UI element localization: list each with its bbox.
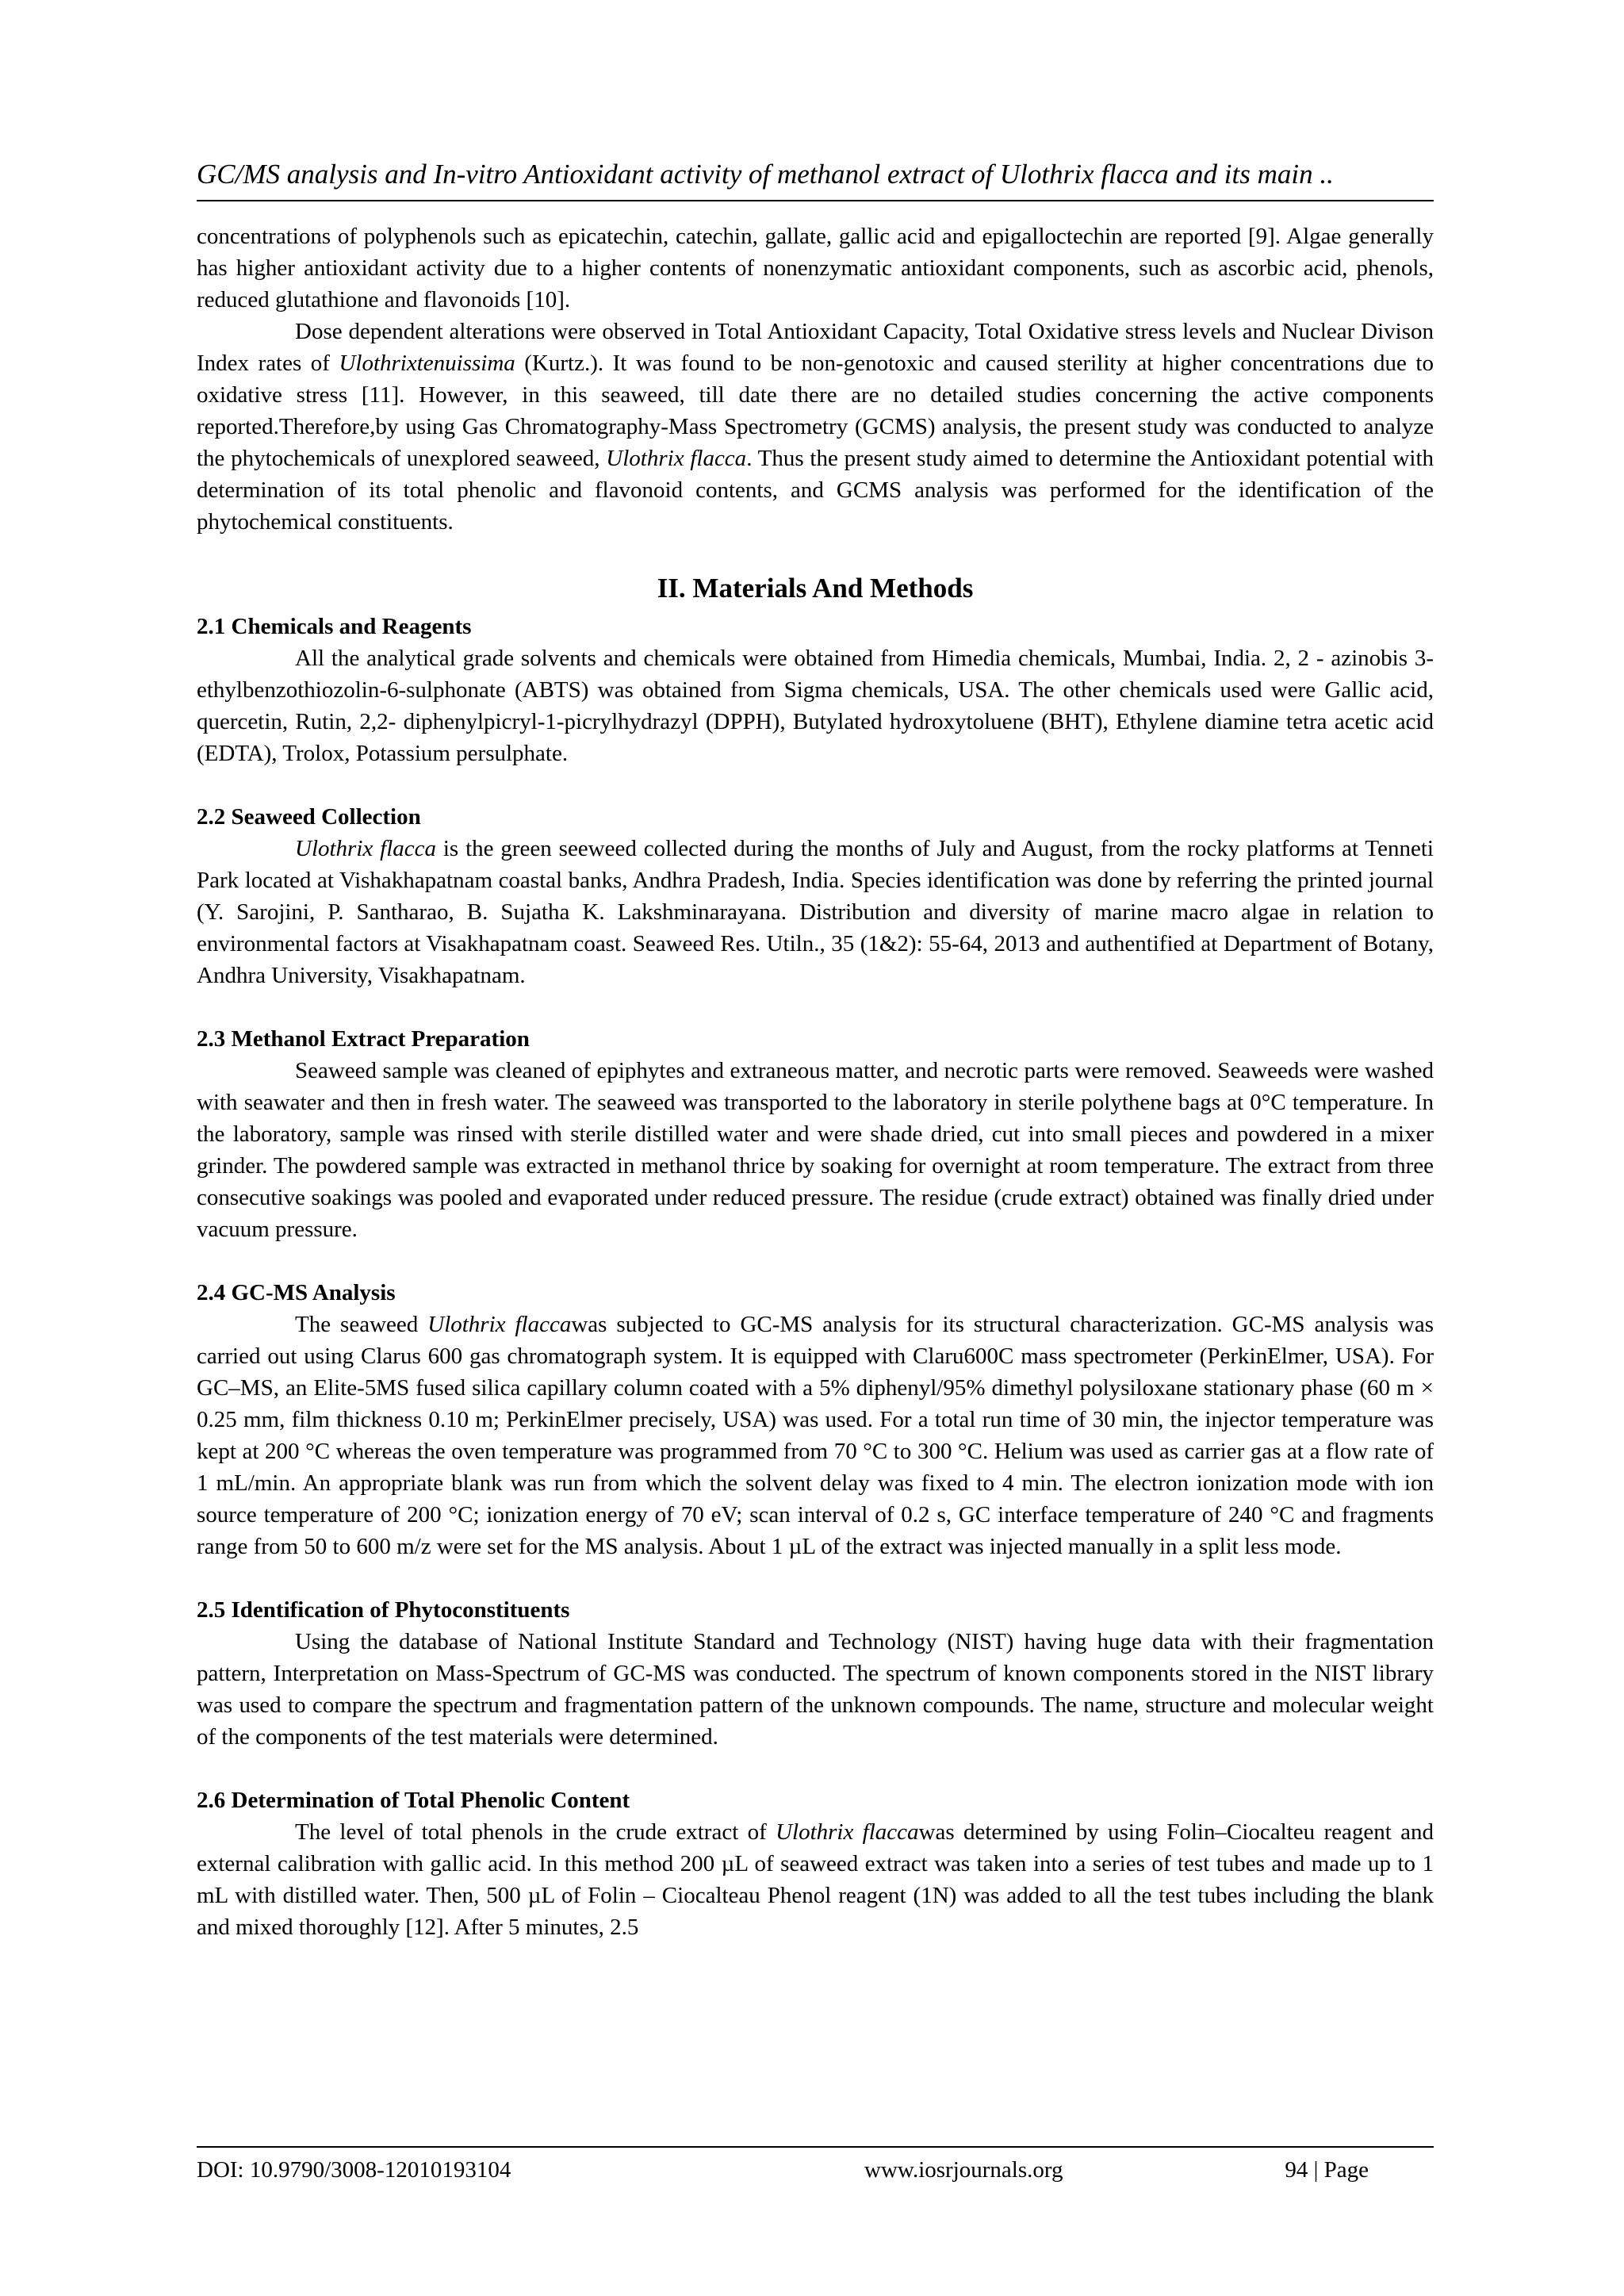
paragraph-2-6 (197, 1816, 1434, 1943)
text-span: Dose dependent alterations were observed in Total Antioxidant Capacity, Total Oxidative stress levels and Nuclear Divison Index rates of (197, 319, 1434, 376)
text-span: is the green seeweed collected during the months of July and August, from the rocky platforms at Tenneti Park located at Vishakhapatnam coastal banks, Andhra Pradesh, India. Species identification was done by referring the printed journal (Y. Sarojini, P. Santharao, B. Sujatha K. Lakshminarayana. Distribution and diversity of marine macro algae in relation to environmental factors at Visakhapatnam coast. Seaweed Res. Utiln., 35 (1&2): 55-64, 2013 and authentified at Department of Botany, Andhra University, Visakhapatnam. (197, 836, 1434, 988)
running-title: GC/MS analysis and In-vitro Antioxidant activity of methanol extract of Ulothrix flacca and its main .. (197, 155, 1434, 201)
text-span: (Kurtz.). It was found to be non-genotoxic and caused sterility at higher concentrations due to oxidative stress [11]. However, in this seaweed, till date there are no detailed studies concerning the active components reported.Therefore,by using Gas Chromatography-Mass Spectrometry (GCMS) analysis, the present study was conducted to analyze the phytochemicals of unexplored seaweed, (197, 351, 1434, 471)
page-footer (197, 2146, 1434, 2183)
footer-page-number: 94 | Page (1285, 2157, 1369, 2183)
subsection-heading-2-6: 2.6 Determination of Total Phenolic Content (197, 1788, 630, 1813)
footer-journal-url[interactable]: www.iosrjournals.org (864, 2157, 1063, 2183)
subsection-heading-2-1: 2.1 Chemicals and Reagents (197, 614, 472, 639)
species-name: Ulothrixtenuissima (339, 351, 515, 376)
intro-paragraph-2 (197, 316, 1434, 538)
text-span: was determined by using Folin–Ciocalteu reagent and external calibration with gallic acid. In this method 200 µL of seaweed extract was taken into a series of test tubes and made up to 1 mL with distilled water. Then, 500 µL of Folin – Ciocalteau Phenol reagent (1N) was added to all the test tubes including the blank and mixed thoroughly [12]. After 5 minutes, 2.5 (197, 1819, 1434, 1940)
paragraph-2-3: Seaweed sample was cleaned of epiphytes and extraneous matter, and necrotic parts were removed. Seaweeds were washed with seawater and then in fresh water. The seaweed was transported to the laboratory in sterile polythene bags at 0°C temperature. In the laboratory, sample was rinsed with sterile distilled water and were shade dried, cut into small pieces and powdered in a mixer grinder. The powdered sample was extracted in methanol thrice by soaking for overnight at room temperature. The extract from three consecutive soakings was pooled and evaporated under reduced pressure. The residue (crude extract) obtained was finally dried under vacuum pressure. (197, 1058, 1434, 1242)
text-span: The level of total phenols in the crude extract of (295, 1819, 776, 1845)
subsection-heading-2-5: 2.5 Identification of Phytoconstituents (197, 1597, 570, 1623)
intro-paragraph-1: concentrations of polyphenols such as epicatechin, catechin, gallate, gallic acid and epigalloctechin are reported [9]. Algae generally has higher antioxidant activity due to a higher contents of nonenzymatic antioxidant components, such as ascorbic acid, phenols, reduced glutathione and flavonoids [10]. (197, 224, 1434, 312)
subsection-heading-2-4: 2.4 GC-MS Analysis (197, 1280, 396, 1305)
subsection-heading-2-3: 2.3 Methanol Extract Preparation (197, 1026, 530, 1052)
text-span: The seaweed (295, 1312, 428, 1337)
paragraph-2-2 (197, 833, 1434, 991)
body-text (197, 220, 1434, 1943)
subsection-heading-2-2: 2.2 Seaweed Collection (197, 804, 421, 830)
species-name: Ulothrix flacca (295, 836, 436, 861)
text-span: was subjected to GC-MS analysis for its structural characterization. GC-MS analysis was carried out using Clarus 600 gas chromatograph system. It is equipped with Claru600C mass spectrometer (PerkinElmer, USA). For GC–MS, an Elite-5MS fused silica capillary column coated with a 5% diphenyl/95% dimethyl polysiloxane stationary phase (60 m × 0.25 mm, film thickness 0.10 m; PerkinElmer precisely, USA) was used. For a total run time of 30 min, the injector temperature was kept at 200 °C whereas the oven temperature was programmed from 70 °C to 300 °C. Helium was used as carrier gas at a flow rate of 1 mL/min. An appropriate blank was run from which the solvent delay was fixed to 4 min. The electron ionization mode with ion source temperature of 200 °C; ionization energy of 70 eV; scan interval of 0.2 s, GC interface temperature of 240 °C and fragments range from 50 to 600 m/z were set for the MS analysis. About 1 µL of the extract was injected manually in a split less mode. (197, 1312, 1434, 1559)
section-title: II. Materials And Methods (657, 573, 974, 604)
paragraph-2-5: Using the database of National Institute Standard and Technology (NIST) having huge data with their fragmentation pattern, Interpretation on Mass-Spectrum of GC-MS was conducted. The spectrum of known components stored in the NIST library was used to compare the spectrum and fragmentation pattern of the unknown compounds. The name, structure and molecular weight of the components of the test materials were determined. (197, 1629, 1434, 1750)
species-name: Ulothrix flacca (776, 1819, 919, 1845)
species-name: Ulothrix flacca (606, 446, 747, 471)
paragraph-2-4 (197, 1309, 1434, 1562)
text-span: . Thus the present study aimed to determine the Antioxidant potential with determination of its total phenolic and flavonoid contents, and GCMS analysis was performed for the identification of the phytochemical constituents. (197, 446, 1434, 535)
footer-doi: DOI: 10.9790/3008-12010193104 (197, 2157, 511, 2183)
paragraph-2-1: All the analytical grade solvents and chemicals were obtained from Himedia chemicals, Mumbai, India. 2, 2 - azinobis 3-ethylbenzothiozolin-6-sulphonate (ABTS) was obtained from Sigma chemicals, USA. The other chemicals used were Gallic acid, quercetin, Rutin, 2,2- diphenylpicryl-1-picrylhydrazyl (DPPH), Butylated hydroxytoluene (BHT), Ethylene diamine tetra acetic acid (EDTA), Trolox, Potassium persulphate. (197, 646, 1434, 766)
species-name: Ulothrix flacca (427, 1312, 572, 1337)
